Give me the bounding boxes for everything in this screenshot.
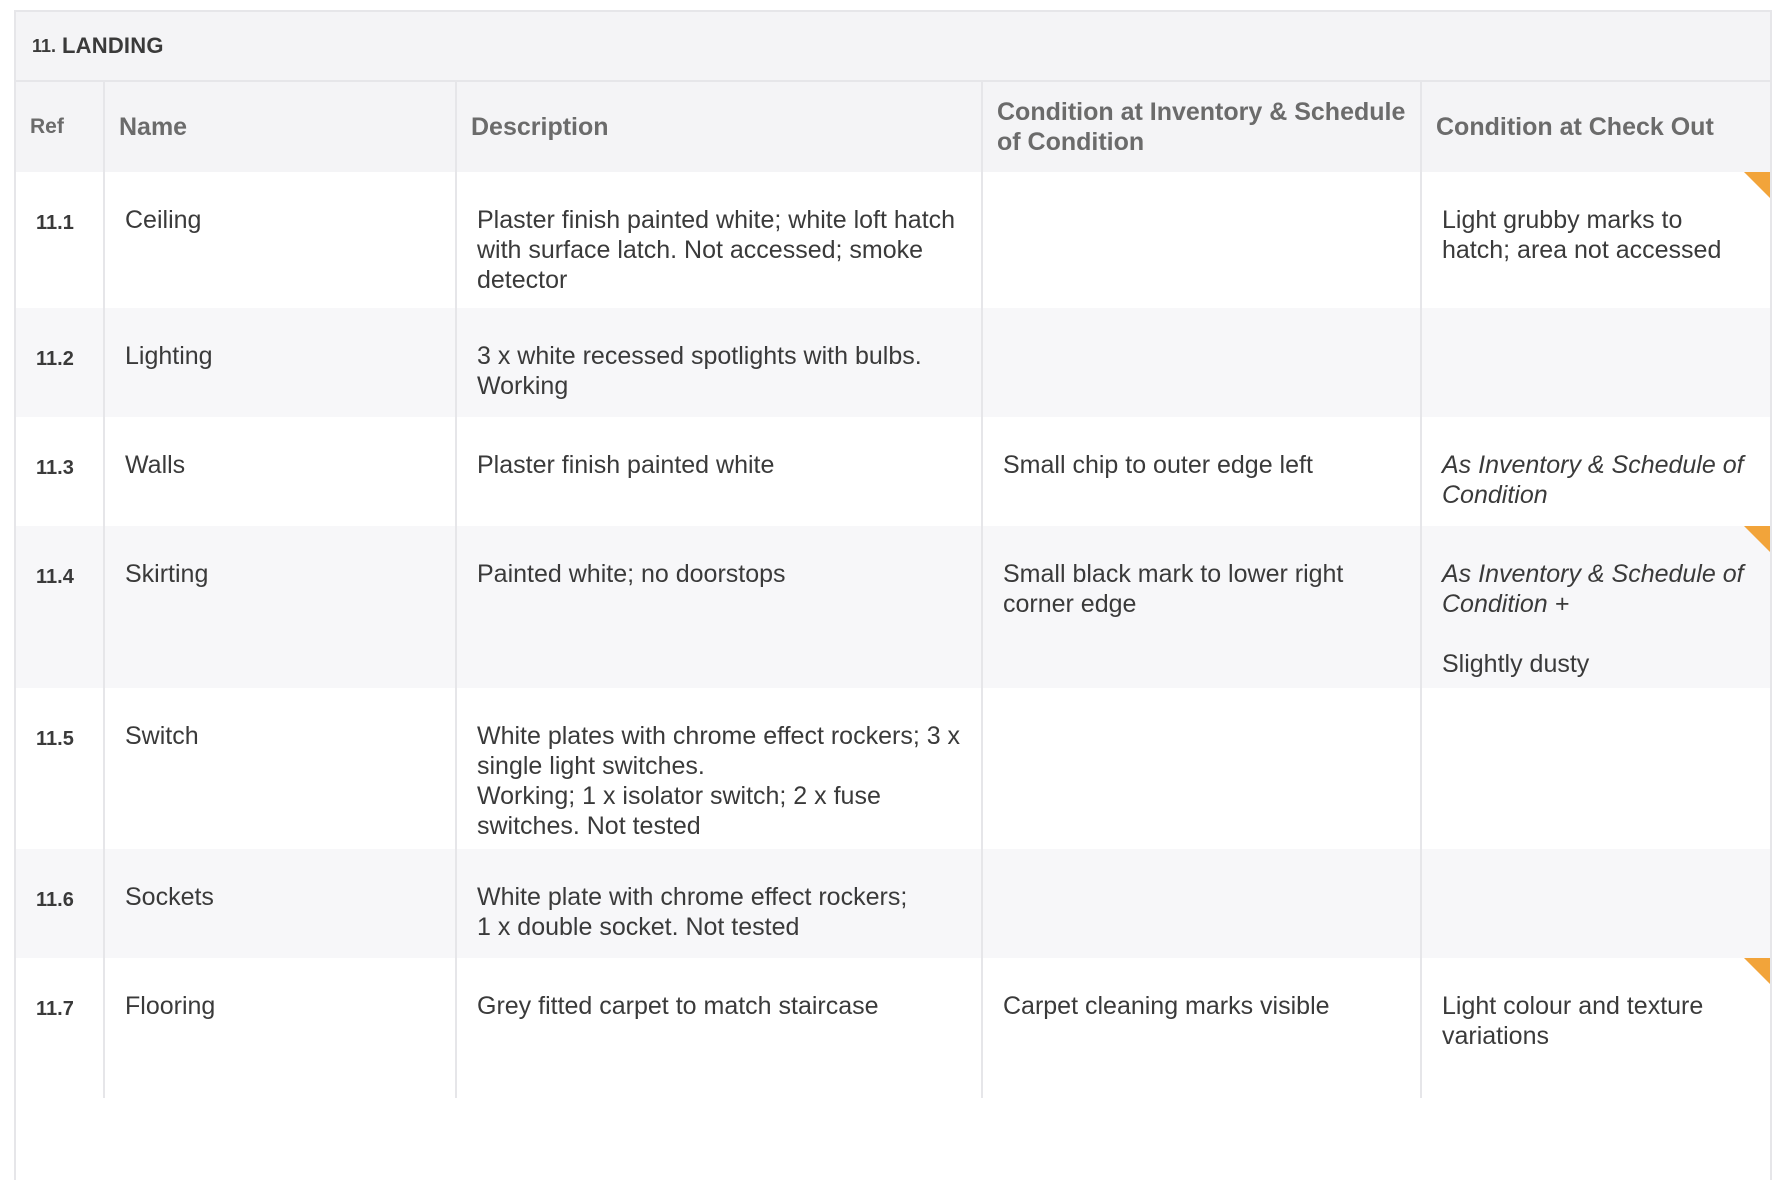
row-name: Sockets (104, 849, 456, 958)
table-row (16, 417, 1770, 526)
description-line: White plate with chrome effect rockers; (477, 883, 908, 911)
description-line: 1 x double socket. Not tested (477, 913, 800, 941)
row-name: Ceiling (104, 172, 456, 308)
row-ref: 11.5 (16, 688, 104, 849)
row-name: Flooring (104, 958, 456, 1098)
comment-flag-icon[interactable] (1744, 958, 1770, 984)
checkout-note: Light colour and texture variations (1442, 992, 1704, 1050)
row-checkout-condition (1421, 849, 1770, 958)
column-header-name: Name (104, 82, 456, 172)
row-checkout-condition (1421, 526, 1770, 688)
row-description: Grey fitted carpet to match staircase (456, 958, 982, 1098)
row-inventory-condition (982, 688, 1421, 849)
row-description (456, 849, 982, 958)
description-line: White plates with chrome effect rockers; 3 x single light switches. (477, 722, 961, 780)
table-row (16, 308, 1770, 417)
section-header (16, 12, 1770, 82)
row-inventory-condition (982, 849, 1421, 958)
comment-flag-icon[interactable] (1744, 526, 1770, 552)
row-checkout-condition (1421, 688, 1770, 849)
row-name: Skirting (104, 526, 456, 688)
row-name: Lighting (104, 308, 456, 417)
column-header-description: Description (456, 82, 982, 172)
row-inventory-condition: Small black mark to lower right corner edge (982, 526, 1421, 688)
row-inventory-condition: Small chip to outer edge left (982, 417, 1421, 526)
column-header-inventory-condition: Condition at Inventory & Schedule of Condition (982, 82, 1421, 172)
checkout-as-inventory-note: As Inventory & Schedule of Condition + (1442, 560, 1744, 618)
table-header-row (16, 82, 1770, 172)
row-inventory-condition: Carpet cleaning marks visible (982, 958, 1421, 1098)
comment-flag-icon[interactable] (1744, 172, 1770, 198)
row-description: Plaster finish painted white (456, 417, 982, 526)
row-checkout-condition (1421, 417, 1770, 526)
inventory-section (14, 10, 1772, 1180)
table-row (16, 958, 1770, 1098)
section-title: LANDING (62, 33, 164, 58)
row-ref: 11.1 (16, 172, 104, 308)
column-header-checkout-condition: Condition at Check Out (1421, 82, 1770, 172)
row-description: Plaster finish painted white; white loft hatch with surface latch. Not accessed; smoke detector (456, 172, 982, 308)
section-number: 11. (32, 35, 57, 56)
row-checkout-condition (1421, 958, 1770, 1098)
table-row (16, 172, 1770, 308)
checkout-note: Light grubby marks to hatch; area not accessed (1442, 206, 1722, 264)
inventory-table (16, 82, 1770, 1098)
row-name: Walls (104, 417, 456, 526)
table-row (16, 526, 1770, 688)
column-header-ref: Ref (16, 82, 104, 172)
row-ref: 11.3 (16, 417, 104, 526)
row-name: Switch (104, 688, 456, 849)
row-inventory-condition (982, 308, 1421, 417)
table-row (16, 688, 1770, 849)
row-ref: 11.4 (16, 526, 104, 688)
row-checkout-condition (1421, 308, 1770, 417)
table-row (16, 849, 1770, 958)
checkout-note: Slightly dusty (1442, 650, 1590, 678)
row-inventory-condition (982, 172, 1421, 308)
row-ref: 11.7 (16, 958, 104, 1098)
checkout-as-inventory-note: As Inventory & Schedule of Condition (1442, 451, 1744, 509)
row-ref: 11.2 (16, 308, 104, 417)
row-description: 3 x white recessed spotlights with bulbs. Working (456, 308, 982, 417)
row-checkout-condition (1421, 172, 1770, 308)
row-description: Painted white; no doorstops (456, 526, 982, 688)
description-line: Working; 1 x isolator switch; 2 x fuse switches. Not tested (477, 782, 881, 840)
row-ref: 11.6 (16, 849, 104, 958)
row-description (456, 688, 982, 849)
